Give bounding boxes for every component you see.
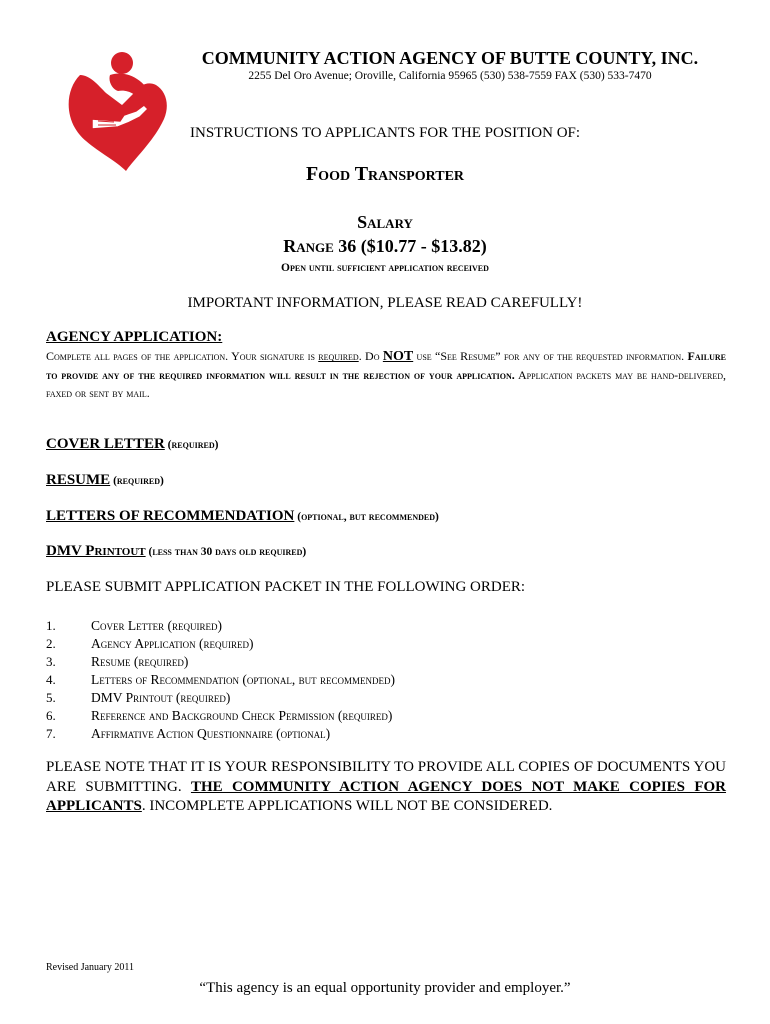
instructions-heading: INSTRUCTIONS TO APPLICANTS FOR THE POSITION OF: [190, 125, 581, 141]
important-notice: IMPORTANT INFORMATION, PLEASE READ CAREFULLY! [187, 295, 583, 311]
org-address: 2255 Del Oro Avenue; Oroville, California 95965 (530) 538-7559 FAX (530) 533-7470 [248, 70, 652, 82]
list-item [46, 725, 395, 743]
revision-date: Revised January 2011 [46, 962, 134, 973]
list-number: 4. [46, 672, 56, 687]
list-text: Agency Application (required) [91, 636, 254, 651]
list-number: 3. [46, 654, 56, 669]
list-text: Resume (required) [91, 654, 189, 669]
app-text-2: . Do [358, 349, 383, 363]
requirement-heading: RESUME [46, 472, 111, 488]
requirement-note: (required) [164, 439, 219, 451]
list-number: 2. [46, 636, 56, 651]
requirement-heading: LETTERS OF RECOMMENDATION [46, 508, 295, 524]
list-item [46, 653, 395, 671]
note-no-copies: THE COMMUNITY ACTION AGENCY DOES NOT MAKE COPIES FOR APPLICANTS [46, 778, 727, 814]
requirement-note: (required) [110, 475, 164, 487]
note-text-2: . INCOMPLETE APPLICATIONS WILL NOT BE CONSIDERED. [141, 798, 553, 814]
submit-order-list [46, 617, 395, 743]
requirement-note: (optional, but recommended) [294, 511, 439, 523]
not-word: NOT [382, 349, 414, 364]
agency-application-heading: AGENCY APPLICATION: [46, 329, 223, 345]
required-word: required [318, 349, 359, 363]
requirement-dmv [46, 543, 306, 560]
responsibility-note [46, 758, 726, 817]
org-name: COMMUNITY ACTION AGENCY OF BUTTE COUNTY, INC. [201, 48, 699, 68]
list-text: Letters of Recommendation (optional, but recommended) [91, 672, 395, 687]
salary-label: Salary [357, 212, 413, 232]
list-number: 6. [46, 708, 56, 723]
requirement-letters [46, 508, 439, 525]
list-item [46, 635, 395, 653]
list-text: Cover Letter (required) [91, 618, 222, 633]
requirement-note: (less than 30 days old required) [145, 546, 307, 558]
list-number: 7. [46, 726, 56, 741]
app-text-1: Complete all pages of the application. Your signature is [46, 349, 319, 363]
list-item [46, 689, 395, 707]
app-text-3: use “See Resume” for any of the requested information. [413, 349, 688, 363]
list-number: 1. [46, 618, 56, 633]
eeo-statement: “This agency is an equal opportunity provider and employer.” [199, 980, 571, 996]
list-text: Affirmative Action Questionnaire (optional) [91, 726, 331, 741]
submit-order-heading: PLEASE SUBMIT APPLICATION PACKET IN THE FOLLOWING ORDER: [46, 579, 526, 595]
salary-range: Range 36 ($10.77 - $13.82) [283, 236, 487, 256]
rejection-warning: Failure to provide any of the required information will result in the rejection of your application. [46, 349, 726, 382]
open-until-notice: Open until sufficient application received [281, 262, 489, 274]
note-text-1: PLEASE NOTE THAT IT IS YOUR RESPONSIBILITY TO PROVIDE ALL COPIES OF DOCUMENTS YOU ARE SUBMITTING. [46, 759, 726, 795]
requirement-heading: DMV Printout [46, 543, 146, 559]
app-text-4: Application packets may be hand-delivered, faxed or sent by mail. [46, 368, 726, 400]
requirement-cover-letter [46, 436, 218, 453]
list-text: Reference and Background Check Permission (required) [91, 708, 393, 723]
requirement-resume [46, 472, 164, 489]
position-title: Food Transporter [305, 163, 465, 185]
requirement-heading: COVER LETTER [46, 436, 165, 452]
list-item [46, 671, 395, 689]
list-item [46, 707, 395, 725]
list-item [46, 617, 395, 635]
agency-application-text [46, 347, 726, 402]
list-number: 5. [46, 690, 56, 705]
list-text: DMV Printout (required) [91, 690, 231, 705]
